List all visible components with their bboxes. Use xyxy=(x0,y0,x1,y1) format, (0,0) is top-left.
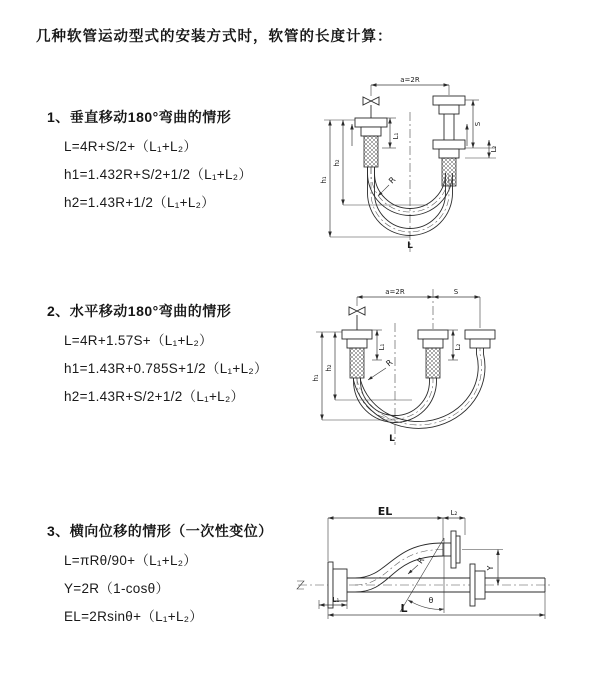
section1-formula-h1: h1=1.432R+S/2+1/2（L₁+L₂） xyxy=(64,167,253,182)
dim-a-2R xyxy=(371,76,449,96)
dim-a-label: a=2R xyxy=(385,288,405,296)
right-fitting-up xyxy=(433,96,465,140)
dim-EL xyxy=(328,505,443,561)
dim-s-label: S xyxy=(474,121,482,127)
diagram-vertical-180-bend xyxy=(310,68,510,260)
left-fitting xyxy=(355,118,387,167)
dim-h2 xyxy=(325,332,412,400)
dim-l1-label: L₁ xyxy=(392,132,400,140)
dim-h1-label: h₁ xyxy=(320,176,328,184)
length-label: L xyxy=(389,434,395,444)
section3-formula-Y: Y=2R（1-cosθ） xyxy=(64,581,170,596)
dim-L2 xyxy=(465,140,498,158)
dim-l1-label: L₁ xyxy=(378,343,386,351)
valve-icon xyxy=(349,307,365,330)
radius-label: R xyxy=(415,555,427,566)
section3-heading: 3、横向位移的情形（一次性变位） xyxy=(47,523,273,539)
dim-h2-label: h₂ xyxy=(333,159,341,167)
dim-L1 xyxy=(372,330,386,360)
dim-el-label: EL xyxy=(377,505,393,518)
left-fitting xyxy=(342,330,372,378)
braid-section xyxy=(426,348,440,378)
dim-a-label: a=2R xyxy=(400,76,420,84)
dim-h1-label: h₁ xyxy=(312,374,320,382)
page-title: 几种软管运动型式的安装方式时，软管的长度计算： xyxy=(36,29,393,45)
hose-upper-position xyxy=(368,167,453,216)
braid-section xyxy=(364,136,378,167)
dim-l2-label: L₂ xyxy=(490,145,498,153)
middle-fitting xyxy=(418,330,448,378)
section1-formula-L: L=4R+S/2+（L₁+L₂） xyxy=(64,139,198,154)
section2-heading: 2、水平移动180°弯曲的情形 xyxy=(47,303,232,319)
dim-a-2R xyxy=(357,288,433,306)
section1-heading: 1、垂直移动180°弯曲的情形 xyxy=(47,109,232,125)
section3-formula-EL: EL=2Rsinθ+（L₁+L₂） xyxy=(64,609,204,624)
section3-formula-L: L=πRθ/90+（L₁+L₂） xyxy=(64,553,198,568)
length-label: L xyxy=(407,241,413,251)
section1-formula-h2: h2=1.43R+1/2（L₁+L₂） xyxy=(64,195,215,210)
dim-S xyxy=(465,100,496,148)
right-fitting xyxy=(465,330,495,348)
diagram-lateral-displacement xyxy=(292,505,562,630)
section2-formula-h2: h2=1.43R+S/2+1/2（L₁+L₂） xyxy=(64,389,245,404)
dim-L xyxy=(328,592,545,619)
angle-label: θ xyxy=(428,596,434,605)
radius-label: R xyxy=(384,357,395,369)
radius-leader xyxy=(378,175,398,196)
radius-leader xyxy=(368,358,395,380)
upper-fitting xyxy=(443,531,460,568)
section2-formula-L: L=4R+1.57S+（L₁+L₂） xyxy=(64,333,213,348)
braid-section xyxy=(442,158,456,186)
dim-l2-label: L₂ xyxy=(450,509,458,517)
valve-icon xyxy=(363,97,379,118)
dim-S xyxy=(433,288,480,328)
section2-formula-h1: h1=1.43R+0.785S+1/2（L₁+L₂） xyxy=(64,361,268,376)
diagram-horizontal-180-bend xyxy=(310,283,510,455)
dim-l1-label: L₁ xyxy=(332,596,340,604)
length-label: L xyxy=(400,602,408,615)
braid-section xyxy=(350,348,364,378)
dim-y-label: Y xyxy=(486,565,495,571)
radius-label: R xyxy=(387,175,398,186)
dim-s-label: S xyxy=(453,288,459,296)
hose-displaced-position xyxy=(355,543,443,592)
right-fitting-down xyxy=(433,140,465,186)
dim-L2 xyxy=(448,330,462,360)
dim-l2-label: L₂ xyxy=(454,343,462,351)
dim-h2-label: h₂ xyxy=(325,364,333,372)
